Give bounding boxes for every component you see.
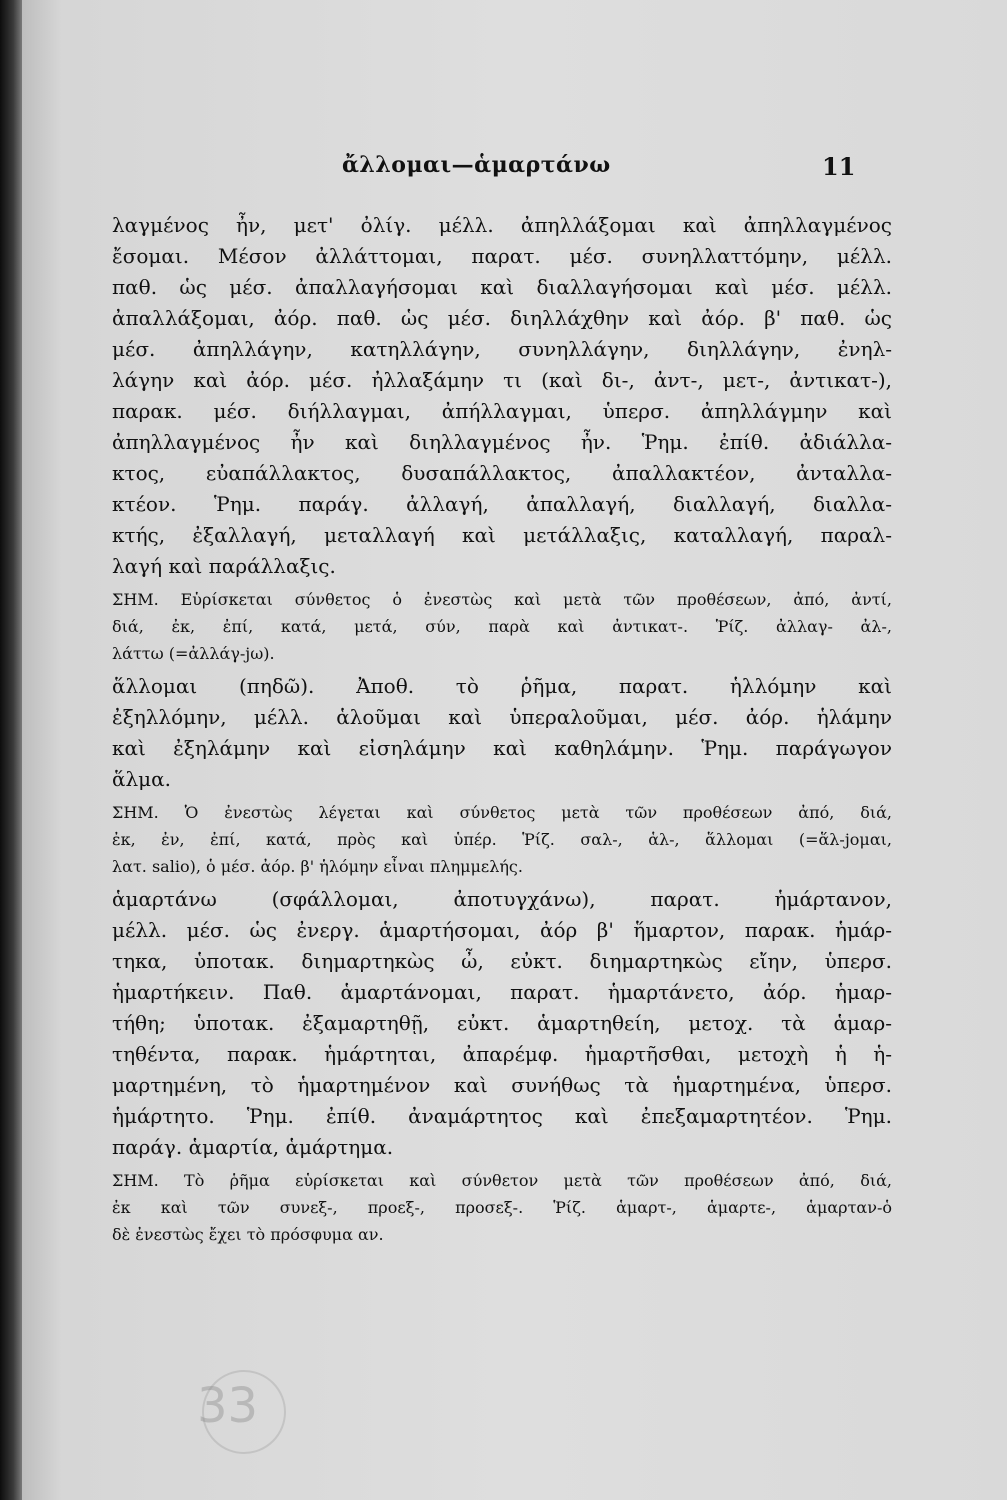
header-title: ἄλλομαι—ἁμαρτάνω [342,152,611,178]
text-line: παράγ. ἁμαρτία, ἁμάρτημα. [112,1135,394,1159]
note-line: ΣΗΜ. Εὑρίσκεται σύνθετος ὁ ἐνεστὼς καὶ μετὰ τῶν προθέσεων, ἀπό, ἀντί, [112,590,892,609]
book-spine-shadow [0,0,22,1500]
text-line: παθ. ὡς μέσ. ἀπαλλαγήσομαι καὶ διαλλαγήσομαι καὶ μέσ. μέλλ. [112,275,892,299]
text-line: κτέον. Ῥημ. παράγ. ἀλλαγή, ἀπαλλαγή, διαλλαγή, διαλλα- [112,492,892,516]
text-line: λαγμένος ἦν, μετ' ὀλίγ. μέλλ. ἀπηλλάξομαι καὶ ἀπηλλαγμένος [112,213,892,237]
text-line: μέσ. ἀπηλλάγην, κατηλλάγην, συνηλλάγην, διηλλάγην, ἐνηλ- [112,337,892,361]
text-line: ἁμαρτάνω (σφάλλομαι, ἀποτυγχάνω), παρατ. ἡμάρτανον, [112,887,892,911]
text-line: ἅλλομαι (πηδῶ). Ἀποθ. τὸ ῥῆμα, παρατ. ἡλλόμην καὶ [112,674,892,698]
paragraph-allatto-continued [112,210,892,582]
note-allomai [112,799,892,880]
note-allatto [112,586,892,667]
text-line: τηθέντα, παρακ. ἡμάρτηται, ἀπαρέμφ. ἡμαρτῆσθαι, μετοχὴ ἡ ἡ- [112,1042,892,1066]
text-line: ἡμάρτητο. Ῥημ. ἐπίθ. ἀναμάρτητος καὶ ἐπεξαμαρτητέον. Ῥημ. [112,1104,892,1128]
text-line: μαρτημένη, τὸ ἡμαρτημένον καὶ συνήθως τὰ ἡμαρτημένα, ὑπερσ. [112,1073,892,1097]
book-page [22,0,1007,1500]
page-body [112,210,892,1248]
text-line: ἅλμα. [112,767,172,791]
text-line: λαγή καὶ παράλλαξις. [112,554,336,578]
note-hamartano [112,1167,892,1248]
note-line: ἐκ καὶ τῶν συνεξ-, προεξ-, προσεξ-. Ῥίζ. ἁμαρτ-, ἁμαρτε-, ἁμαρταν-ὁ [112,1198,892,1217]
text-line: ἔσομαι. Μέσον ἀλλάττομαι, παρατ. μέσ. συνηλλαττόμην, μέλλ. [112,244,892,268]
text-line: κτής, ἐξαλλαγή, μεταλλαγή καὶ μετάλλαξις, καταλλαγή, παραλ- [112,523,892,547]
text-line: κτος, εὐαπάλλακτος, δυσαπάλλακτος, ἀπαλλακτέον, ἀνταλλα- [112,461,892,485]
text-line: καὶ ἐξηλάμην καὶ εἰσηλάμην καὶ καθηλάμην. Ῥημ. παράγωγον [112,736,892,760]
text-line: τήθη; ὑποτακ. ἐξαμαρτηθῇ, εὐκτ. ἁμαρτηθείη, μετοχ. τὰ ἁμαρ- [112,1011,892,1035]
text-line: ἀπαλλάξομαι, ἀόρ. παθ. ὡς μέσ. διηλλάχθην καὶ ἀόρ. β' παθ. ὡς [112,306,892,330]
note-line: λάττω (=ἀλλάγ-jω). [112,644,275,663]
note-line: δὲ ἐνεστὼς ἔχει τὸ πρόσφυμα αν. [112,1225,384,1244]
entry-allomai [112,671,892,795]
text-line: ἡμαρτήκειν. Παθ. ἁμαρτάνομαι, παρατ. ἡμαρτάνετο, ἀόρ. ἡμαρ- [112,980,892,1004]
note-line: ΣΗΜ. Τὸ ῥῆμα εὑρίσκεται καὶ σύνθετον μετὰ τῶν προθέσεων ἀπό, διά, [112,1171,892,1190]
note-line: ΣΗΜ. Ὁ ἐνεστὼς λέγεται καὶ σύνθετος μετὰ τῶν προθέσεων ἀπό, διά, [112,803,892,822]
text-line: παρακ. μέσ. διήλλαγμαι, ἀπήλλαγμαι, ὑπερσ. ἀπηλλάγμην καὶ [112,399,892,423]
text-line: τηκα, ὑποτακ. διημαρτηκὼς ὦ, εὐκτ. διημαρτηκὼς εἴην, ὑπερσ. [112,949,892,973]
text-line: ἐξηλλόμην, μέλλ. ἁλοῦμαι καὶ ὑπεραλοῦμαι, μέσ. ἀόρ. ἡλάμην [112,705,892,729]
text-line: ἀπηλλαγμένος ἦν καὶ διηλλαγμένος ἦν. Ῥημ. ἐπίθ. ἀδιάλλα- [112,430,892,454]
note-line: διά, ἐκ, ἐπί, κατά, μετά, σύν, παρὰ καὶ ἀντικατ-. Ῥίζ. ἀλλαγ- ἀλ-, [112,617,892,636]
text-line: μέλλ. μέσ. ὡς ἐνεργ. ἁμαρτήσομαι, ἀόρ β' ἥμαρτον, παρακ. ἡμάρ- [112,918,892,942]
note-line: λατ. salio), ὁ μέσ. ἀόρ. β' ἡλόμην εἶναι πλημμελής. [112,857,523,876]
running-header [22,152,1007,192]
entry-hamartano [112,884,892,1163]
text-line: λάγην καὶ ἀόρ. μέσ. ἠλλαξάμην τι (καὶ δι-, ἀντ-, μετ-, ἀντικατ-), [112,368,892,392]
note-line: ἐκ, ἐν, ἐπί, κατά, πρὸς καὶ ὑπέρ. Ῥίζ. σαλ-, ἁλ-, ἅλλομαι (=ἅλ-jομαι, [112,830,892,849]
page-number: 11 [822,152,856,181]
stamp-number: 33 [197,1378,259,1434]
